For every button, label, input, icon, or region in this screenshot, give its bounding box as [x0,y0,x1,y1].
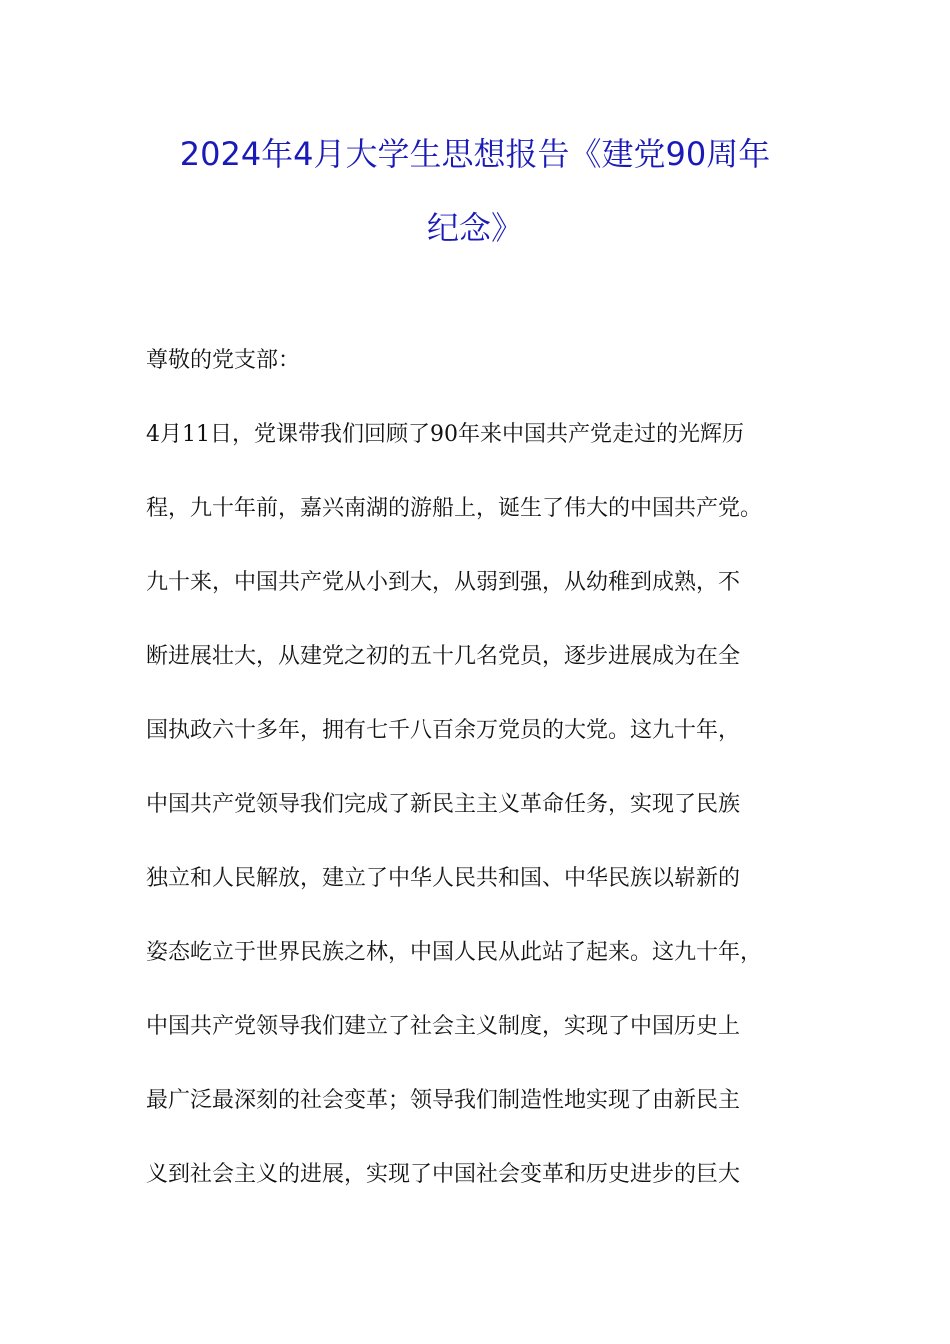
document-title-line-2: 纪念》 [426,209,523,247]
body-line-9: 中国共产党领导我们建立了社会主义制度，实现了中国历史上 [146,1014,741,1039]
salutation: 尊敬的党支部： [146,348,301,373]
body-line-6: 中国共产党领导我们完成了新民主主义革命任务，实现了民族 [146,792,741,817]
document-title-line-1: 2024年4月大学生思想报告《建党90周年 [179,135,771,173]
body-line-7: 独立和人民解放，建立了中华人民共和国、中华民族以崭新的 [146,866,741,891]
body-line-3: 九十来，中国共产党从小到大，从弱到强，从幼稚到成熟，不 [146,570,741,595]
body-line-2: 程，九十年前，嘉兴南湖的游船上，诞生了伟大的中国共产党。 [146,496,763,521]
body-line-4: 断进展壮大，从建党之初的五十几名党员，逐步进展成为在全 [146,644,741,669]
body-line-8: 姿态屹立于世界民族之林，中国人民从此站了起来。这九十年， [146,940,763,965]
body-line-1: 4月11日，党课带我们回顾了90年来中国共产党走过的光辉历 [146,422,744,447]
body-line-11: 义到社会主义的进展，实现了中国社会变革和历史进步的巨大 [146,1162,741,1187]
body-line-5: 国执政六十多年，拥有七千八百余万党员的大党。这九十年， [146,718,741,743]
body-line-10: 最广泛最深刻的社会变革；领导我们制造性地实现了由新民主 [146,1088,741,1113]
